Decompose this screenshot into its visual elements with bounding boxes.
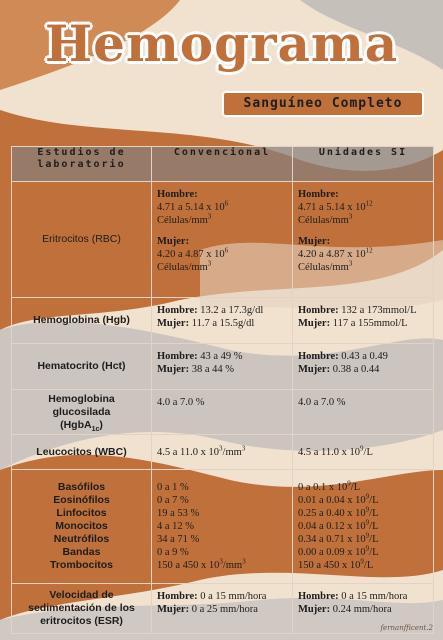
- exponent: 9: [365, 492, 370, 501]
- hba1c-subscript: 1c: [91, 425, 100, 433]
- hba1c-conventional: 4.0 a 7.0 %: [152, 390, 293, 435]
- diff-si-value: 150 a 450 x 10: [298, 560, 361, 571]
- rbc-si: [293, 182, 434, 298]
- hba1c-label-main: Hemoglobina glucosilada: [48, 392, 115, 418]
- esr-si-male-value: 0 a 15 mm/hora: [341, 591, 408, 602]
- diff-label-linfocitos: Linfocitos: [56, 507, 107, 519]
- male-label: Hombre:: [157, 305, 198, 316]
- differential-si: [293, 470, 434, 584]
- male-label: Hombre:: [298, 591, 339, 602]
- diff-si-unit: /L: [369, 495, 379, 506]
- female-label: Mujer:: [157, 236, 190, 247]
- hct-conventional: [152, 344, 293, 390]
- diff-label-monocitos: Monocitos: [55, 520, 108, 532]
- diff-si-value: 0.25 a 0.40 x 10: [298, 508, 366, 519]
- table-row-wbc: [12, 435, 434, 470]
- female-label: Mujer:: [298, 364, 331, 375]
- hgb-conv-female-value: 11.7 a 15.5g/dl: [191, 318, 255, 329]
- exponent: 12: [365, 246, 373, 255]
- male-label: Hombre:: [157, 591, 198, 602]
- male-label: Hombre:: [157, 351, 198, 362]
- rbc-si-male-value: 4.71 a 5.14 x 10: [298, 202, 366, 213]
- diff-si-value: 0 a 0.1 x 10: [298, 482, 348, 493]
- female-label: Mujer:: [298, 604, 331, 615]
- diff-si-unit: /L: [369, 547, 379, 558]
- exponent: 3: [207, 259, 212, 268]
- hct-si-female-value: 0.38 a 0.44: [332, 364, 380, 375]
- header-si-units: Unidades SI: [293, 147, 434, 182]
- diff-si-unit: /L: [369, 508, 379, 519]
- hct-si-male-value: 0.43 a 0.49: [341, 351, 388, 362]
- exponent: 3: [348, 212, 353, 221]
- diff-si-unit: /L: [369, 521, 379, 532]
- row-label-rbc: Eritrocitos (RBC): [12, 182, 152, 298]
- rbc-conv-female-unit: Células/mm: [157, 262, 208, 273]
- male-label: Hombre:: [157, 189, 198, 200]
- male-label: Hombre:: [298, 189, 339, 200]
- rbc-si-female-unit: Células/mm: [298, 262, 349, 273]
- wbc-si: [293, 435, 434, 470]
- row-label-esr: Velocidad de sedimentación de los eritrocitos (ESR): [12, 584, 152, 634]
- female-label: Mujer:: [157, 318, 190, 329]
- diff-si-value: 0.01 a 0.04 x 10: [298, 495, 366, 506]
- diff-label-eosinofilos: Eosinófilos: [53, 494, 110, 506]
- rbc-conv-male-unit: Células/mm: [157, 215, 208, 226]
- diff-si-value: 0.04 a 0.12 x 10: [298, 521, 366, 532]
- row-label-differential: [12, 470, 152, 584]
- differential-conventional: [152, 470, 293, 584]
- diff-si-unit: /L: [369, 534, 379, 545]
- female-label: Mujer:: [298, 318, 331, 329]
- diff-si-value: 0.00 a 0.09 x 10: [298, 547, 366, 558]
- exponent: 9: [365, 505, 370, 514]
- wbc-si-unit: /L: [363, 446, 373, 458]
- header-conventional: Convencional: [152, 147, 293, 182]
- hgb-si: [293, 298, 434, 344]
- exponent: 3: [348, 259, 353, 268]
- exponent: 6: [224, 199, 229, 208]
- table-row-esr: [12, 584, 434, 634]
- hct-conv-male-value: 43 a 49 %: [200, 351, 243, 362]
- exponent: 3: [241, 444, 246, 452]
- row-label-hgb: Hemoglobina (Hgb): [12, 298, 152, 344]
- diff-conv-value: 4 a 12 %: [157, 521, 195, 532]
- table-row-hgb: [12, 298, 434, 344]
- diff-conv-value: 0 a 9 %: [157, 547, 189, 558]
- wbc-si-value: 4.5 a 11.0 x 10: [298, 446, 361, 458]
- exponent: 9: [360, 444, 364, 452]
- male-label: Hombre:: [298, 305, 339, 316]
- diff-conv-value: 34 a 71 %: [157, 534, 200, 545]
- exponent: 6: [224, 246, 229, 255]
- exponent: 3: [219, 444, 223, 452]
- hemogram-table: [11, 146, 434, 634]
- diff-si-value: 0.34 a 0.71 x 10: [298, 534, 366, 545]
- rbc-si-male-unit: Células/mm: [298, 215, 349, 226]
- diff-conv-unit: /mm: [222, 560, 243, 571]
- esr-si-female-value: 0.24 mm/hora: [332, 604, 392, 615]
- diff-label-basofilos: Basófilos: [57, 481, 106, 493]
- hgb-si-male-value: 132 a 173mmol/L: [341, 305, 417, 316]
- exponent: 12: [365, 199, 373, 208]
- page-title: Hemograma: [44, 14, 399, 73]
- female-label: Mujer:: [157, 364, 190, 375]
- exponent: 3: [219, 557, 223, 566]
- rbc-conventional: [152, 182, 293, 298]
- wbc-conv-unit: /mm: [222, 446, 242, 458]
- esr-conventional: [152, 584, 293, 634]
- diff-label-bandas: Bandas: [62, 546, 101, 558]
- exponent: 3: [242, 557, 246, 566]
- diff-si-unit: /L: [363, 560, 374, 571]
- row-label-hct: Hematocrito (Hct): [12, 344, 152, 390]
- row-label-wbc: Leucocitos (WBC): [12, 435, 152, 470]
- table-row-hba1c: [12, 390, 434, 435]
- hgb-conventional: [152, 298, 293, 344]
- male-label: Hombre:: [298, 351, 339, 362]
- esr-conv-male-value: 0 a 15 mm/hora: [200, 591, 267, 602]
- female-label: Mujer:: [298, 236, 331, 247]
- wbc-conv-value: 4.5 a 11.0 x 10: [157, 446, 220, 458]
- table-header-row: [12, 147, 434, 182]
- subtitle-banner: Sanguíneo Completo: [222, 91, 424, 117]
- table-row-rbc: [12, 182, 434, 298]
- exponent: 9: [365, 544, 370, 553]
- exponent: 9: [347, 479, 351, 488]
- exponent: 3: [207, 212, 212, 221]
- diff-conv-value: 0 a 7 %: [157, 495, 189, 506]
- diff-conv-value: 150 a 450 x 10: [157, 560, 220, 571]
- table-row-differential: [12, 470, 434, 584]
- table-row-hct: [12, 344, 434, 390]
- hgb-conv-male-value: 13.2 a 17.3g/dl: [200, 305, 264, 316]
- diff-label-neutrofilos: Neutrófilos: [53, 533, 110, 545]
- exponent: 9: [365, 518, 370, 527]
- esr-conv-female-value: 0 a 25 mm/hora: [191, 604, 258, 615]
- wbc-conventional: [152, 435, 293, 470]
- rbc-conv-female-value: 4.20 a 4.87 x 10: [157, 249, 225, 260]
- exponent: 9: [360, 557, 364, 566]
- diff-si-unit: /L: [350, 482, 361, 493]
- hgb-si-female-value: 117 a 155mmol/L: [332, 318, 408, 329]
- author-signature: fernanfficent.2: [380, 624, 433, 632]
- hct-si: [293, 344, 434, 390]
- header-studies: Estudios de laboratorio: [12, 147, 152, 182]
- row-label-hba1c: [12, 390, 152, 435]
- diff-conv-value: 19 a 53 %: [157, 508, 200, 519]
- diff-label-trombocitos: Trombocitos: [49, 559, 113, 571]
- diff-conv-value: 0 a 1 %: [157, 482, 189, 493]
- rbc-conv-male-value: 4.71 a 5.14 x 10: [157, 202, 225, 213]
- hct-conv-female-value: 38 a 44 %: [191, 364, 234, 375]
- rbc-si-female-value: 4.20 a 4.87 x 10: [298, 249, 366, 260]
- female-label: Mujer:: [157, 604, 190, 615]
- exponent: 9: [365, 531, 370, 540]
- hba1c-label-post: ): [99, 418, 103, 431]
- hba1c-label-pre: (HgbA: [60, 418, 92, 431]
- hba1c-si: 4.0 a 7.0 %: [293, 390, 434, 435]
